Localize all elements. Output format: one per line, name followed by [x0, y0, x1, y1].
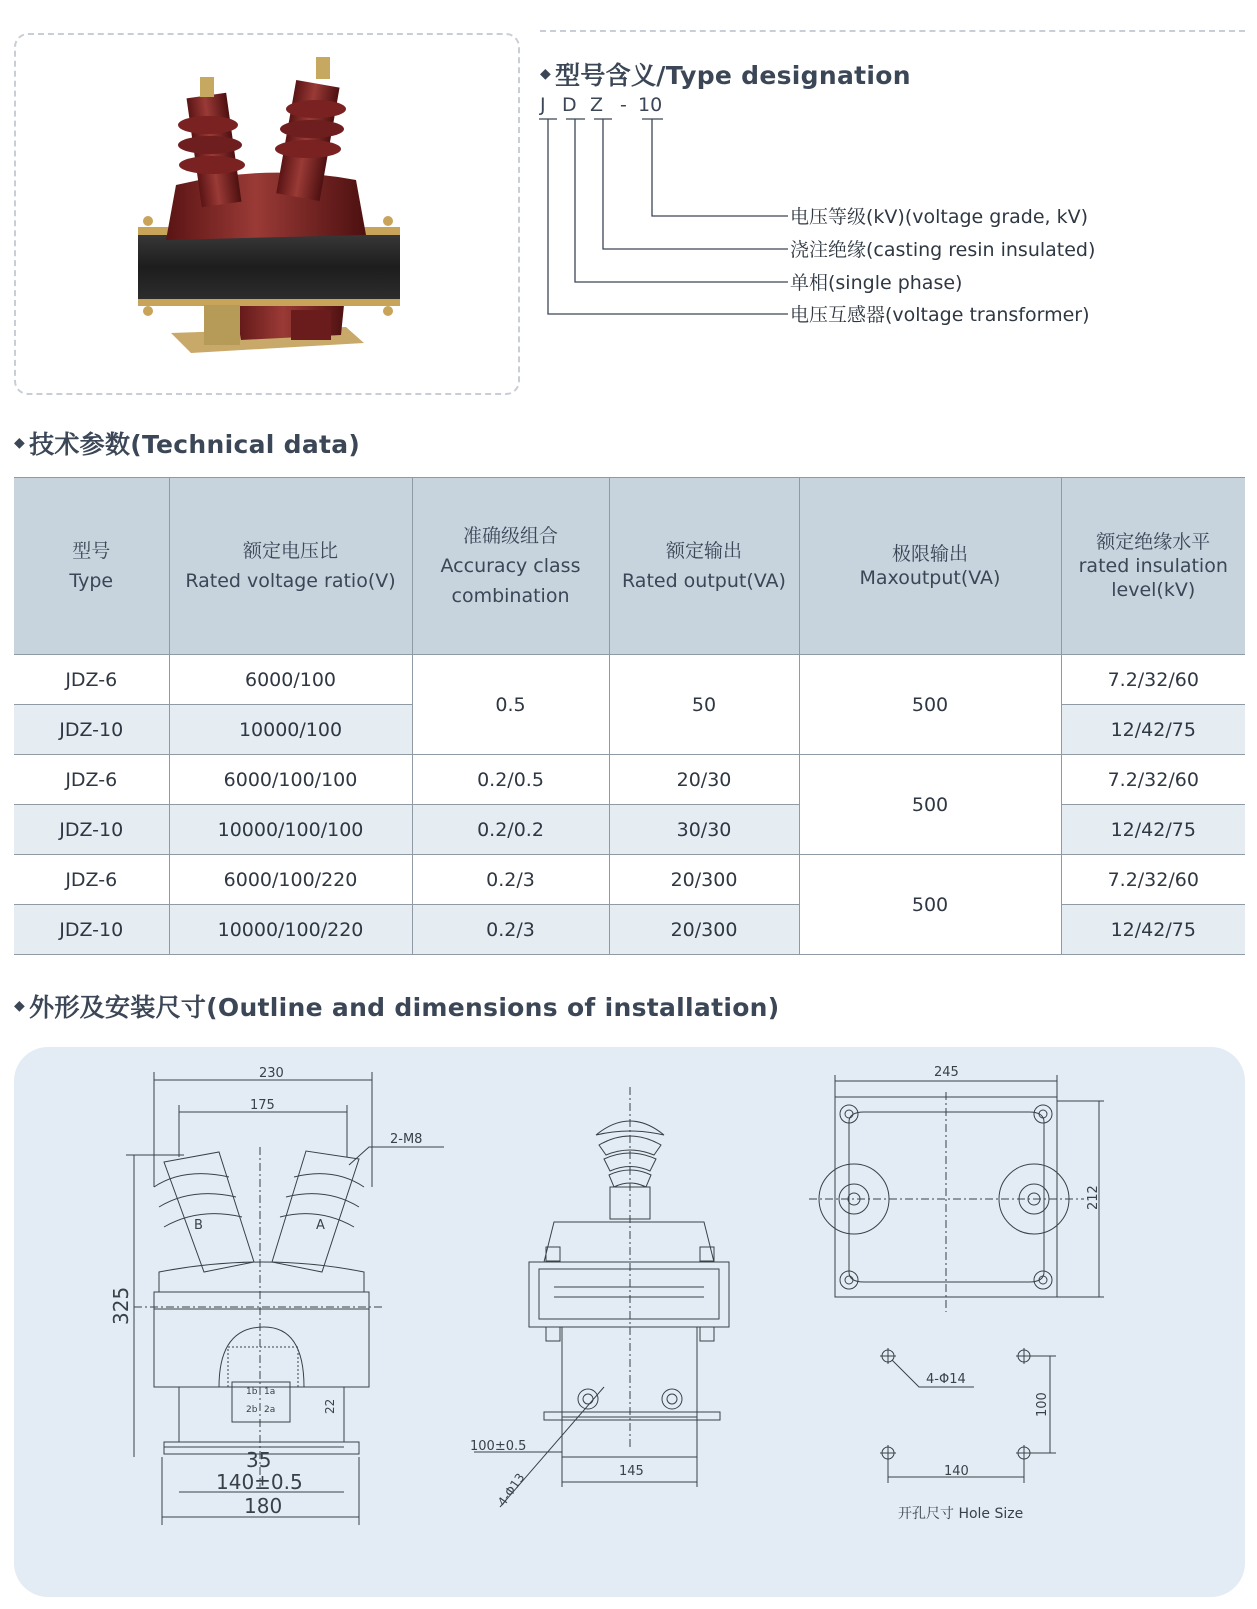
- cell-type: JDZ-6: [14, 755, 169, 805]
- designation-meaning: 单相(single phase): [790, 272, 963, 294]
- hole-size-view: [880, 1348, 1056, 1522]
- dim-140: 140: [944, 1464, 969, 1479]
- dim-140: 140±0.5: [216, 1470, 303, 1494]
- outline-title: ◆ 外形及安装尺寸(Outline and dimensions of installation): [14, 993, 780, 1022]
- diamond-bullet-icon: ◆: [14, 998, 26, 1014]
- cell-accuracy: 0.5: [412, 655, 609, 755]
- table-row: [14, 855, 1245, 905]
- cell-accuracy: 0.2/0.5: [412, 755, 609, 805]
- top-view: [809, 1065, 1104, 1312]
- cell-ratio: 6000/100/100: [169, 755, 412, 805]
- table-row: [14, 805, 1245, 855]
- technical-data-table: [14, 477, 1245, 955]
- cell-output: 50: [609, 655, 799, 755]
- code-letter: 10: [638, 94, 663, 116]
- designation-leader-lines: [0, 0, 800, 330]
- hole-size-caption: 开孔尺寸 Hole Size: [898, 1506, 1024, 1522]
- terminal-label: 2b: [246, 1405, 258, 1415]
- cell-insulation: 12/42/75: [1061, 805, 1245, 855]
- dim-22: 22: [323, 1398, 337, 1414]
- diamond-bullet-icon: ◆: [540, 66, 552, 82]
- column-header-ratio: 额定电压比 Rated voltage ratio(V): [169, 478, 412, 655]
- cell-ratio: 10000/100/220: [169, 905, 412, 955]
- dim-325: 325: [109, 1286, 133, 1325]
- dim-180: 180: [244, 1494, 283, 1518]
- dim-145: 145: [619, 1464, 644, 1479]
- hole-label: 4-Φ13: [494, 1470, 528, 1509]
- dim-245: 245: [934, 1065, 959, 1080]
- dim-230: 230: [259, 1066, 284, 1081]
- cell-accuracy: 0.2/0.2: [412, 805, 609, 855]
- table-row: [14, 755, 1245, 805]
- dim-212: 212: [1086, 1185, 1101, 1210]
- designation-meaning: 电压互感器(voltage transformer): [790, 304, 1090, 326]
- cell-type: JDZ-10: [14, 805, 169, 855]
- code-letter: D: [562, 94, 577, 116]
- cell-type: JDZ-6: [14, 855, 169, 905]
- cell-type: JDZ-10: [14, 705, 169, 755]
- cell-type: JDZ-6: [14, 655, 169, 705]
- column-header-insulation: 额定绝缘水平 rated insulation level(kV): [1061, 478, 1245, 655]
- table-header-row: [14, 478, 1245, 655]
- designation-meaning: 浇注绝缘(casting resin insulated): [790, 239, 1096, 261]
- cell-insulation: 7.2/32/60: [1061, 855, 1245, 905]
- table-row: [14, 905, 1245, 955]
- cell-ratio: 10000/100: [169, 705, 412, 755]
- side-view: [470, 1087, 729, 1509]
- designation-meaning: 电压等级(kV)(voltage grade, kV): [790, 206, 1089, 228]
- cell-accuracy: 0.2/3: [412, 855, 609, 905]
- terminal-label: 2a: [264, 1405, 276, 1415]
- hole-label: 4-Φ14: [926, 1372, 966, 1387]
- cell-insulation: 12/42/75: [1061, 905, 1245, 955]
- front-view: [109, 1066, 444, 1525]
- cell-ratio: 10000/100/100: [169, 805, 412, 855]
- cell-output: 20/30: [609, 755, 799, 805]
- outline-drawing: [14, 1047, 1245, 1597]
- column-header-max-output: 极限输出 Maxoutput(VA): [799, 478, 1061, 655]
- dim-35: 35: [246, 1448, 272, 1472]
- type-designation-title: ◆ 型号含义/Type designation: [540, 61, 911, 90]
- cell-accuracy: 0.2/3: [412, 905, 609, 955]
- label-b: B: [194, 1218, 203, 1233]
- cell-output: 20/300: [609, 905, 799, 955]
- table-row: [14, 655, 1245, 705]
- cell-type: JDZ-10: [14, 905, 169, 955]
- terminal-label: 1b: [246, 1387, 258, 1397]
- code-letter: J: [540, 94, 546, 116]
- dim-100: 100: [1035, 1392, 1050, 1417]
- cell-max-output: 500: [799, 655, 1061, 755]
- dim-175: 175: [250, 1098, 275, 1113]
- cell-insulation: 7.2/32/60: [1061, 655, 1245, 705]
- code-letter: Z: [590, 94, 604, 116]
- cell-output: 20/300: [609, 855, 799, 905]
- label-a: A: [316, 1218, 325, 1233]
- cell-ratio: 6000/100: [169, 655, 412, 705]
- dim-100: 100±0.5: [470, 1439, 527, 1454]
- column-header-output: 额定输出 Rated output(VA): [609, 478, 799, 655]
- cell-insulation: 12/42/75: [1061, 705, 1245, 755]
- cell-max-output: 500: [799, 855, 1061, 955]
- column-header-accuracy: 准确级组合 Accuracy class combination: [412, 478, 609, 655]
- cell-output: 30/30: [609, 805, 799, 855]
- cell-max-output: 500: [799, 755, 1061, 855]
- column-header-type: 型号 Type: [14, 478, 169, 655]
- code-letter: -: [620, 94, 627, 116]
- cell-insulation: 7.2/32/60: [1061, 755, 1245, 805]
- terminal-label: 1a: [264, 1387, 276, 1397]
- thread-label: 2-M8: [390, 1132, 423, 1147]
- diamond-bullet-icon: ◆: [14, 435, 26, 451]
- cell-ratio: 6000/100/220: [169, 855, 412, 905]
- technical-data-title: ◆ 技术参数(Technical data): [14, 430, 361, 459]
